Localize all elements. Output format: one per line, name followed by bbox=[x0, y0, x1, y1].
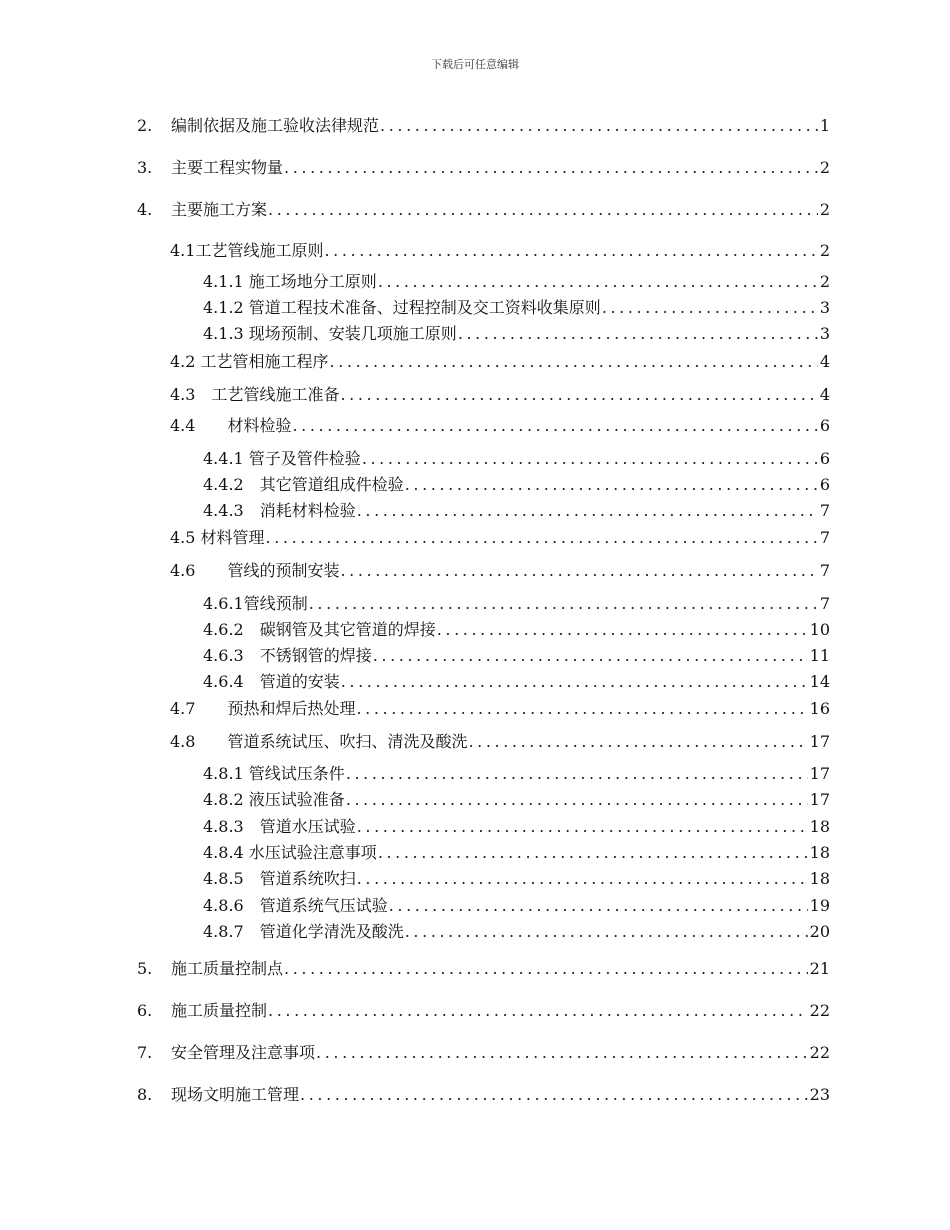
toc-entry-title: 4.8.7 管道化学清洗及酸洗 bbox=[203, 922, 404, 941]
toc-dot-leader bbox=[309, 594, 818, 614]
toc-entry[interactable] bbox=[170, 528, 830, 548]
toc-dot-leader bbox=[340, 561, 817, 581]
toc-entry[interactable] bbox=[203, 501, 830, 521]
toc-entry-title: 4.5 材料管理 bbox=[170, 528, 265, 547]
toc-entry-title: 4.1.1 施工场地分工原则 bbox=[203, 272, 377, 291]
toc-dot-leader bbox=[341, 672, 808, 692]
toc-entry-title: 4.7 预热和焊后热处理 bbox=[170, 699, 356, 718]
toc-entry[interactable] bbox=[203, 449, 830, 469]
toc-entry[interactable] bbox=[203, 475, 830, 495]
toc-page-number: 17 bbox=[809, 790, 830, 809]
toc-page-number: 20 bbox=[809, 922, 830, 941]
page-header: 下载后可任意编辑 bbox=[431, 58, 519, 71]
toc-dot-leader bbox=[284, 158, 818, 178]
toc-page-number: 3 bbox=[819, 298, 830, 317]
toc-page-number: 10 bbox=[809, 620, 830, 639]
toc-entry[interactable] bbox=[170, 352, 830, 372]
toc-page-number: 7 bbox=[819, 501, 830, 520]
toc-dot-leader bbox=[357, 501, 818, 521]
toc-entry[interactable] bbox=[170, 416, 830, 436]
toc-entry-title: 4.8.6 管道系统气压试验 bbox=[203, 896, 388, 915]
toc-page-number: 18 bbox=[809, 817, 830, 836]
toc-entry-title: 4.8.2 液压试验准备 bbox=[203, 790, 345, 809]
toc-entry-title: 4.1工艺管线施工原则 bbox=[170, 241, 324, 260]
toc-entry[interactable] bbox=[203, 620, 830, 640]
toc-entry-title: 施工质量控制 bbox=[171, 1001, 268, 1020]
toc-dot-leader bbox=[316, 1043, 808, 1063]
toc-entry[interactable] bbox=[203, 672, 830, 692]
toc-dot-leader bbox=[389, 896, 808, 916]
toc-entry[interactable] bbox=[137, 1043, 830, 1063]
toc-dot-leader bbox=[602, 298, 818, 318]
toc-dot-leader bbox=[346, 764, 808, 784]
toc-entry-title: 4.6.3 不锈钢管的焊接 bbox=[203, 646, 372, 665]
toc-dot-leader bbox=[340, 385, 817, 405]
toc-entry[interactable] bbox=[137, 959, 830, 979]
toc-dot-leader bbox=[346, 790, 808, 810]
toc-page-number: 22 bbox=[809, 1043, 830, 1062]
toc-page-number: 22 bbox=[809, 1001, 830, 1020]
toc-dot-leader bbox=[380, 116, 818, 136]
toc-page-number: 6 bbox=[819, 416, 830, 435]
toc-page-number: 19 bbox=[809, 896, 830, 915]
toc-page-number: 2 bbox=[819, 272, 830, 291]
toc-entry-title: 主要工程实物量 bbox=[171, 158, 284, 177]
toc-entry[interactable] bbox=[203, 922, 830, 942]
toc-entry[interactable] bbox=[137, 116, 830, 136]
toc-dot-leader bbox=[468, 732, 807, 752]
toc-dot-leader bbox=[405, 922, 808, 942]
toc-entry[interactable] bbox=[203, 298, 830, 318]
toc-entry[interactable] bbox=[170, 561, 830, 581]
toc-dot-leader bbox=[284, 959, 808, 979]
toc-entry-title: 4.6.2 碳钢管及其它管道的焊接 bbox=[203, 620, 436, 639]
toc-entry-title: 4.2 工艺管相施工程序 bbox=[170, 352, 329, 371]
toc-page-number: 7 bbox=[819, 594, 830, 613]
toc-entry-title: 4.8.5 管道系统吹扫 bbox=[203, 869, 356, 888]
toc-entry[interactable] bbox=[203, 869, 830, 889]
toc-entry[interactable] bbox=[203, 324, 830, 344]
toc-page-number: 14 bbox=[809, 672, 830, 691]
toc-page-number: 2 bbox=[819, 158, 830, 177]
toc-entry-title: 4.8.1 管线试压条件 bbox=[203, 764, 345, 783]
toc-entry-title: 4.4.1 管子及管件检验 bbox=[203, 449, 361, 468]
toc-entry[interactable] bbox=[137, 200, 830, 220]
toc-page-number: 2 bbox=[819, 200, 830, 219]
toc-entry-number: 7. bbox=[137, 1043, 153, 1062]
toc-entry-title: 安全管理及注意事项 bbox=[171, 1043, 316, 1062]
toc-page-number: 18 bbox=[809, 869, 830, 888]
toc-entry[interactable] bbox=[203, 272, 830, 292]
toc-entry-title: 4.1.3 现场预制、安装几项施工原则 bbox=[203, 324, 457, 343]
toc-page-number: 21 bbox=[809, 959, 830, 978]
toc-dot-leader bbox=[437, 620, 808, 640]
toc-dot-leader bbox=[300, 1085, 808, 1105]
toc-entry[interactable] bbox=[137, 1085, 830, 1105]
toc-entry-title: 4.8 管道系统试压、吹扫、清洗及酸洗 bbox=[170, 732, 468, 751]
toc-page-number: 18 bbox=[809, 843, 830, 862]
toc-entry-title: 编制依据及施工验收法律规范 bbox=[171, 116, 380, 135]
toc-entry-number: 5. bbox=[137, 959, 153, 978]
toc-dot-leader bbox=[458, 324, 818, 344]
toc-entry-title: 4.4.3 消耗材料检验 bbox=[203, 501, 356, 520]
toc-entry-number: 4. bbox=[137, 200, 153, 219]
toc-entry-title: 4.1.2 管道工程技术准备、过程控制及交工资料收集原则 bbox=[203, 298, 601, 317]
toc-entry-title: 4.3 工艺管线施工准备 bbox=[170, 385, 340, 404]
toc-dot-leader bbox=[292, 416, 817, 436]
toc-entry[interactable] bbox=[137, 1001, 830, 1021]
toc-page-number: 7 bbox=[819, 561, 830, 580]
toc-entry[interactable] bbox=[203, 594, 830, 614]
toc-dot-leader bbox=[378, 272, 818, 292]
toc-entry[interactable] bbox=[203, 843, 830, 863]
toc-dot-leader bbox=[266, 528, 818, 548]
toc-entry[interactable] bbox=[203, 896, 830, 916]
toc-dot-leader bbox=[373, 646, 808, 666]
toc-entry-title: 主要施工方案 bbox=[171, 200, 268, 219]
toc-entry[interactable] bbox=[203, 646, 830, 666]
toc-page-number: 1 bbox=[819, 116, 830, 135]
toc-page-number: 7 bbox=[819, 528, 830, 547]
toc-dot-leader bbox=[362, 449, 818, 469]
toc-dot-leader bbox=[356, 699, 807, 719]
toc-entry-title: 4.6 管线的预制安装 bbox=[170, 561, 340, 580]
toc-entry-title: 4.6.4 管道的安装 bbox=[203, 672, 340, 691]
toc-entry-title: 4.8.3 管道水压试验 bbox=[203, 817, 356, 836]
toc-page-number: 16 bbox=[809, 699, 830, 718]
toc-entry-number: 8. bbox=[137, 1085, 153, 1104]
toc-entry-title: 现场文明施工管理 bbox=[171, 1085, 300, 1104]
toc-entry-title: 4.6.1管线预制 bbox=[203, 594, 308, 613]
toc-page-number: 4 bbox=[819, 352, 830, 371]
toc-entry-number: 3. bbox=[137, 158, 153, 177]
toc-page-number: 3 bbox=[819, 324, 830, 343]
toc-dot-leader bbox=[357, 869, 808, 889]
toc-entry[interactable] bbox=[170, 699, 830, 719]
toc-entry[interactable] bbox=[170, 385, 830, 405]
toc-page-number: 2 bbox=[819, 241, 830, 260]
toc-entry[interactable] bbox=[170, 732, 830, 752]
toc-page-number: 17 bbox=[809, 764, 830, 783]
toc-page-number: 4 bbox=[819, 385, 830, 404]
toc-page-number: 17 bbox=[809, 732, 830, 751]
toc-entry-number: 2. bbox=[137, 116, 153, 135]
toc-dot-leader bbox=[268, 1001, 808, 1021]
toc-entry-number: 6. bbox=[137, 1001, 153, 1020]
toc-page-number: 23 bbox=[809, 1085, 830, 1104]
toc-dot-leader bbox=[357, 817, 808, 837]
toc-entry-title: 4.4 材料检验 bbox=[170, 416, 292, 435]
toc-entry-title: 施工质量控制点 bbox=[171, 959, 284, 978]
toc-page-number: 6 bbox=[819, 449, 830, 468]
toc-dot-leader bbox=[405, 475, 818, 495]
toc-page-number: 11 bbox=[809, 646, 830, 665]
toc-entry[interactable] bbox=[203, 790, 830, 810]
toc-page-number: 6 bbox=[819, 475, 830, 494]
toc-entry[interactable] bbox=[203, 764, 830, 784]
toc-entry-title: 4.8.4 水压试验注意事项 bbox=[203, 843, 377, 862]
toc-entry[interactable] bbox=[203, 817, 830, 837]
toc-entry[interactable] bbox=[137, 158, 830, 178]
toc-entry-title: 4.4.2 其它管道组成件检验 bbox=[203, 475, 404, 494]
toc-dot-leader bbox=[378, 843, 808, 863]
toc-dot-leader bbox=[324, 241, 817, 261]
toc-dot-leader bbox=[330, 352, 818, 372]
toc-entry[interactable] bbox=[170, 241, 830, 261]
toc-dot-leader bbox=[268, 200, 818, 220]
